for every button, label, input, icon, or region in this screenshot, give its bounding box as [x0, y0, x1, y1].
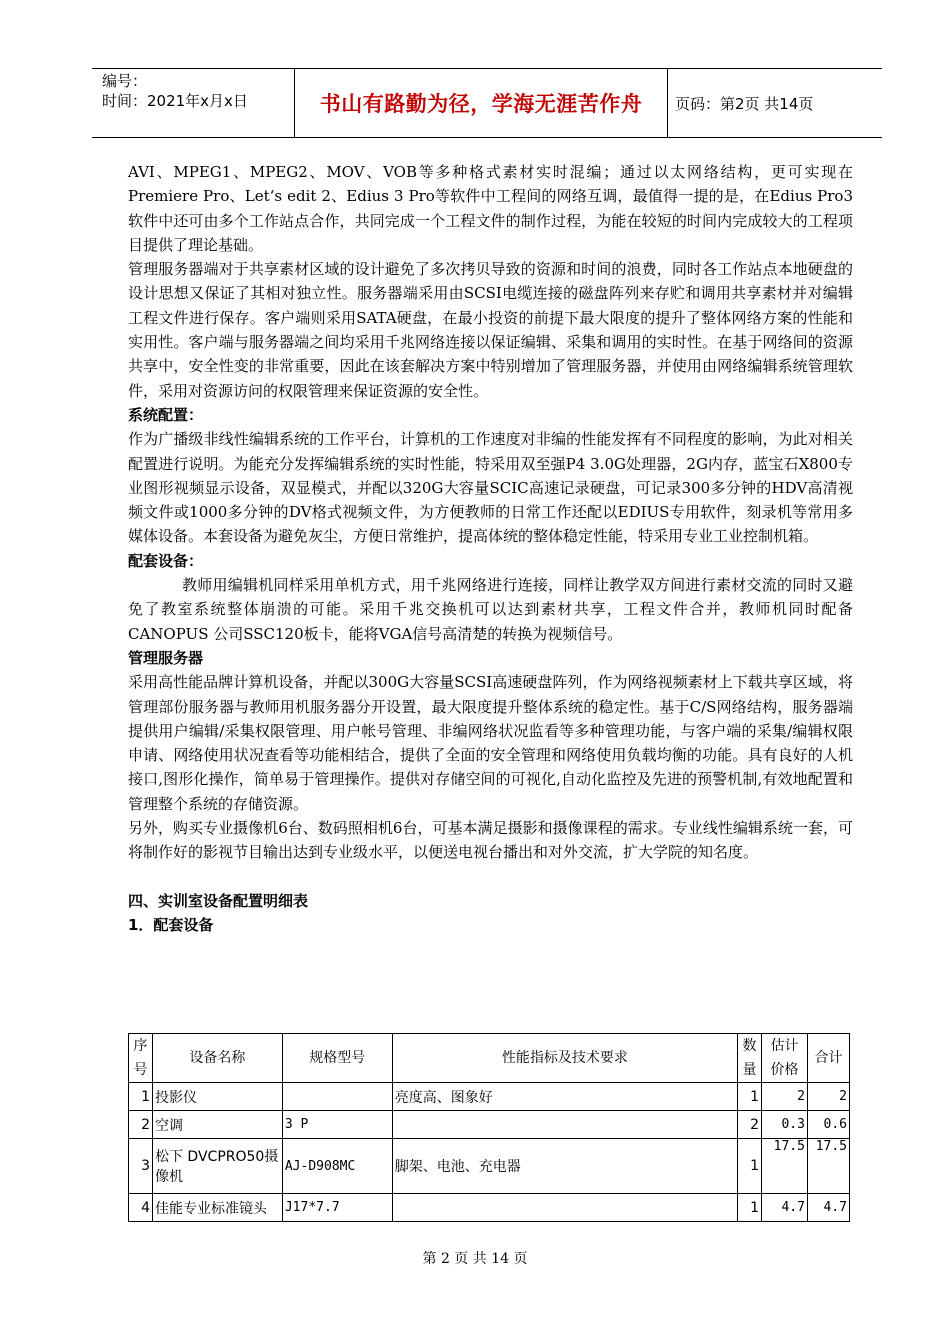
heading-support-equipment: 配套设备：	[128, 551, 204, 570]
paragraph-server-details: 采用高性能品牌计算机设备，并配以300G大容量SCSI高速硬盘阵列，作为网络视频素材上下载共享区域，将管理部份服务器与教师用机服务器分开设置，最大限度提升整体系统的稳定性。基于C/S网络结构，服务器端提供用户编辑/采集权限管理、用户帐号管理、非编网络状况监看等多种管理功能，与客户端的采集/编辑权限申请、网络使用状况查看等功能相结合，提供了全面的安全管理和网络使用负载均衡的功能。具有良好的人机接口,图形化操作，简单易于管理操作。提供对存储空间的可视化,自动化监控及先进的预警机制,有效地配置和管理整个系统的存储资源。	[128, 673, 853, 813]
cell-no: 1	[129, 1083, 153, 1111]
cell-price: 4.7	[762, 1194, 808, 1222]
time-label: 时间：2021年x月x日	[102, 92, 248, 110]
cell-no: 2	[129, 1111, 153, 1139]
page-footer: 第 2 页 共 14 页	[422, 1251, 528, 1267]
cell-price: 2	[762, 1083, 808, 1111]
table-header-row	[129, 1034, 850, 1083]
cell-total: 2	[807, 1083, 849, 1111]
paragraph-network-editing: AVI、MPEG1、MPEG2、MOV、VOB等多种格式素材实时混编；通过以太网络结构，更可实现在Premiere Pro、Let‘s edit 2、Edius 3 Pro等软件中工程间的网络互调，最值得一提的是，在Edius Pro3软件中还可由多个工作站点合作，共同完成一个工程文件的制作过程，为能在较短的时间内完成较大的工程项目提供了理论基础。	[128, 163, 853, 254]
cell-no: 4	[129, 1194, 153, 1222]
cell-spec: 脚架、电池、充电器	[392, 1139, 737, 1194]
cell-name: 佳能专业标准镜头	[152, 1194, 282, 1222]
col-header-model: 规格型号	[282, 1034, 392, 1083]
header-page-number: 页码：第2页 共14页	[675, 94, 814, 113]
cell-qty: 1	[738, 1083, 762, 1111]
page-header	[92, 68, 882, 138]
cell-name: 松下 DVCPRO50摄像机	[152, 1139, 282, 1194]
heading-system-config: 系统配置：	[128, 405, 204, 424]
cell-model: 3 P	[282, 1111, 392, 1139]
header-motto-cell	[294, 69, 668, 137]
heading-section-four: 四、实训室设备配置明细表	[128, 891, 309, 910]
table-row	[129, 1194, 850, 1222]
cell-model: J17*7.7	[282, 1194, 392, 1222]
col-header-qty: 数量	[738, 1034, 762, 1083]
cell-name: 空调	[152, 1111, 282, 1139]
cell-qty: 2	[738, 1111, 762, 1139]
cell-total: 4.7	[807, 1194, 849, 1222]
header-meta	[92, 69, 294, 137]
equipment-table	[128, 1033, 850, 1222]
header-motto: 书山有路勤为径，学海无涯苦作舟	[319, 92, 643, 116]
col-header-spec: 性能指标及技术要求	[392, 1034, 737, 1083]
cell-model	[282, 1083, 392, 1111]
table-row	[129, 1083, 850, 1111]
cell-spec	[392, 1194, 737, 1222]
cell-spec	[392, 1111, 737, 1139]
heading-support-list: 1．配套设备	[128, 915, 214, 934]
col-header-no: 序号	[129, 1034, 153, 1083]
table-row	[129, 1139, 850, 1194]
col-header-total: 合计	[807, 1034, 849, 1083]
cell-no: 3	[129, 1139, 153, 1194]
paragraph-additional-purchase: 另外，购买专业摄像机6台、数码照相机6台，可基本满足摄影和摄像课程的需求。专业线性编辑系统一套，可将制作好的影视节目输出达到专业级水平，以便送电视台播出和对外交流，扩大学院的知名度。	[128, 819, 853, 862]
paragraph-system-config: 作为广播级非线性编辑系统的工作平台，计算机的工作速度对非编的性能发挥有不同程度的影响，为此对相关配置进行说明。为能充分发挥编辑系统的实时性能，特采用双至强P4 3.0G处理器，2G内存，蓝宝石X800专业图形视频显示设备，双显模式，并配以320G大容量SCIC高速记录硬盘，可记录300多分钟的HDV高清视频文件或1000多分钟的DV格式视频文件，为方便教师的日常工作还配以EDIUS专用软件，刻录机等常用多媒体设备。本套设备为避免灰尘，方便日常维护，提高体统的整体稳定性能，特采用专业工业控制机箱。	[128, 430, 853, 546]
cell-model: AJ-D908MC	[282, 1139, 392, 1194]
paragraph-management-server: 管理服务器端对于共享素材区域的设计避免了多次拷贝导致的资源和时间的浪费，同时各工作站点本地硬盘的设计思想又保证了其相对独立性。服务器端采用由SCSI电缆连接的磁盘阵列来存贮和调用共享素材并对编辑工程文件进行保存。客户端则采用SATA硬盘，在最小投资的前提下最大限度的提升了整体网络方案的性能和实用性。客户端与服务器端之间均采用千兆网络连接以保证编辑、采集和调用的实时性。在基于网络间的资源共享中，安全性变的非常重要，因此在该套解决方案中特别增加了管理服务器，并使用由网络编辑系统管理软件，采用对资源访问的权限管理来保证资源的安全性。	[128, 260, 853, 400]
col-header-price: 估计价格	[762, 1034, 808, 1083]
cell-total: 0.6	[807, 1111, 849, 1139]
spacer	[128, 865, 853, 889]
table-row	[129, 1111, 850, 1139]
cell-qty: 1	[738, 1194, 762, 1222]
cell-total: 17.5	[807, 1139, 849, 1194]
document-body	[128, 160, 853, 937]
cell-price: 0.3	[762, 1111, 808, 1139]
col-header-name: 设备名称	[152, 1034, 282, 1083]
heading-management-server: 管理服务器	[128, 648, 204, 667]
serial-label: 编号：	[102, 72, 148, 90]
cell-name: 投影仪	[152, 1083, 282, 1111]
cell-qty: 1	[738, 1139, 762, 1194]
paragraph-support-equipment: 教师用编辑机同样采用单机方式，用千兆网络进行连接，同样让教学双方间进行素材交流的同时又避免了教室系统整体崩溃的可能。采用千兆交换机可以达到素材共享，工程文件合并，教师机同时配备CANOPUS 公司SSC120板卡，能将VGA信号高清楚的转换为视频信号。	[128, 576, 853, 643]
cell-spec: 亮度高、图象好	[392, 1083, 737, 1111]
cell-price: 17.5	[762, 1139, 808, 1194]
